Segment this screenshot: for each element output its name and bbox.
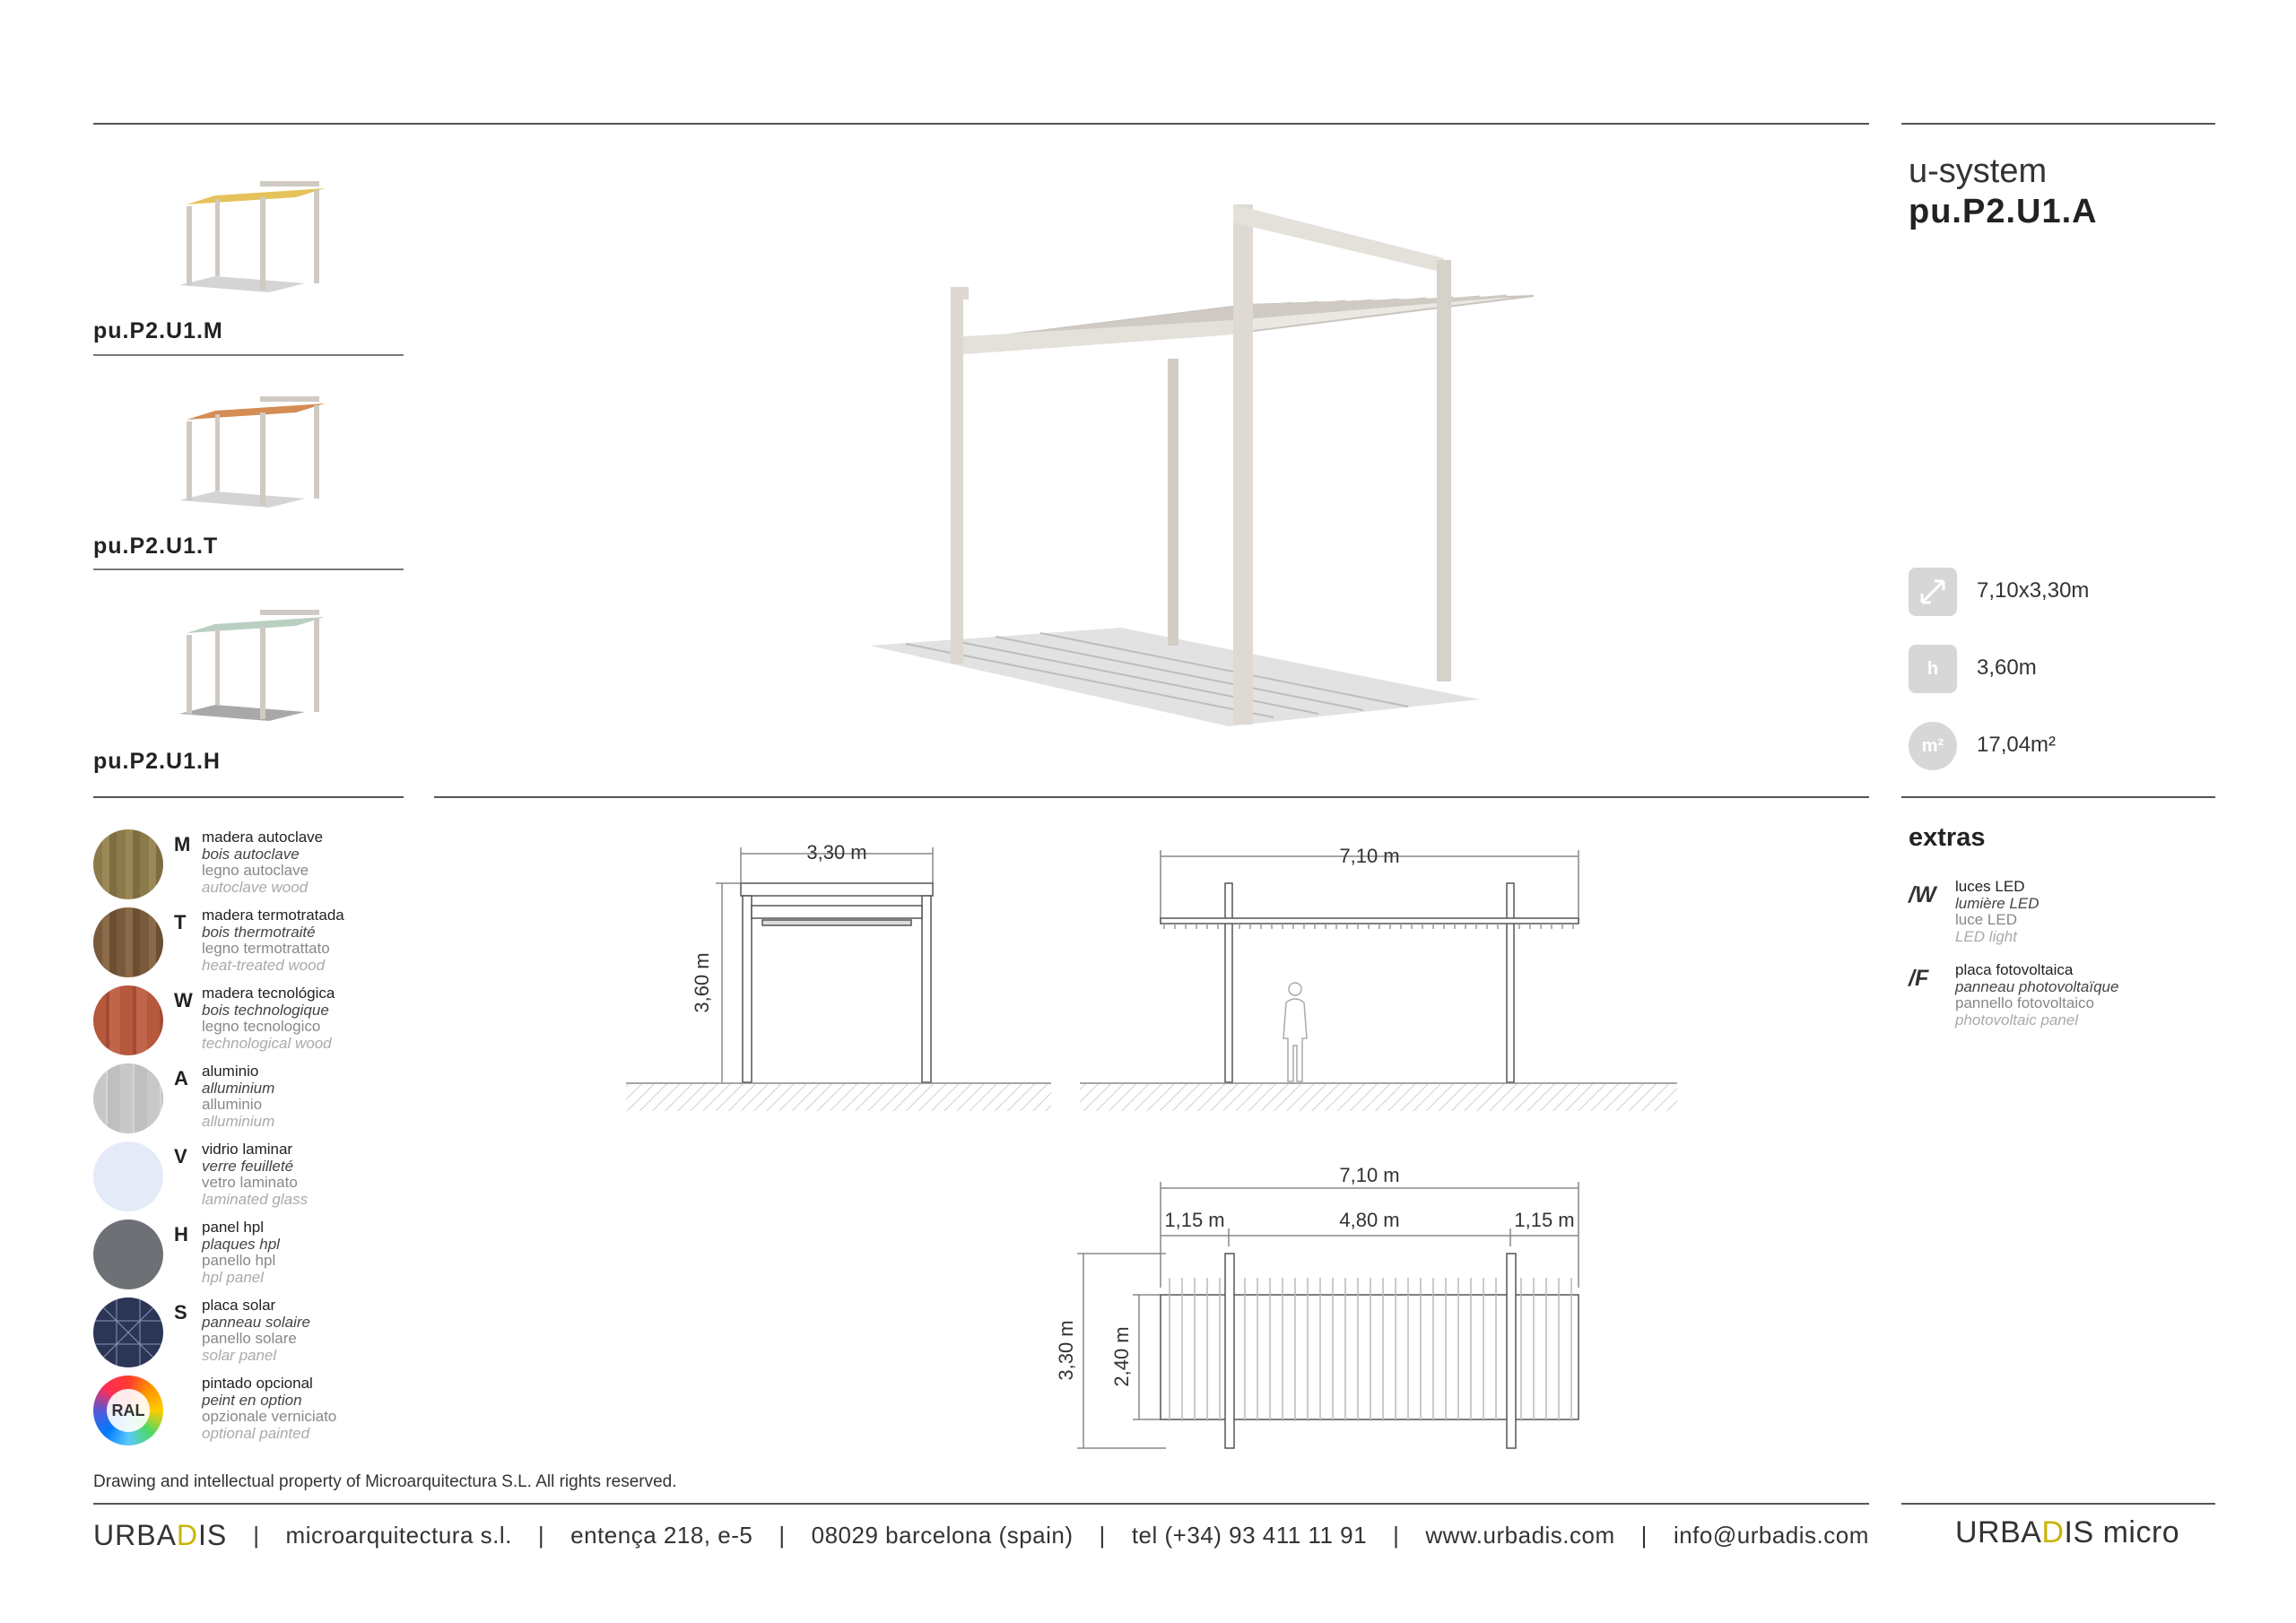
logo-part: URBA <box>93 1518 177 1551</box>
material-code: M <box>174 833 191 855</box>
material-es: madera tecnológica <box>202 985 335 1002</box>
plan-seg-mid-label: 4,80 m <box>1339 1209 1400 1231</box>
material-fr: verre feuilleté <box>202 1157 294 1175</box>
footer-sep: | <box>537 1521 545 1549</box>
plan-seg-right-label: 1,15 m <box>1514 1209 1575 1231</box>
variant-label-h[interactable]: pu.P2.U1.H <box>93 749 221 774</box>
material-es: panel hpl <box>202 1219 265 1236</box>
extra-es: luces LED <box>1955 878 2025 895</box>
material-es: madera termotratada <box>202 907 344 924</box>
extras-title: extras <box>1909 823 1986 852</box>
extra-code: /F <box>1909 966 1929 991</box>
variant-label-m[interactable]: pu.P2.U1.M <box>93 318 223 343</box>
material-it: panello hpl <box>202 1252 276 1269</box>
height-icon-label: h <box>1926 658 1939 679</box>
material-en: autoclave wood <box>202 878 309 896</box>
footer-company: microarquitectura s.l. <box>285 1521 512 1549</box>
material-code: S <box>174 1301 187 1324</box>
material-es: pintado opcional <box>202 1375 313 1392</box>
plan-seg-left-label: 1,15 m <box>1164 1209 1225 1231</box>
plan-inner-depth-label: 2,40 m <box>1110 1326 1133 1387</box>
extra-it: luce LED <box>1955 911 2017 928</box>
material-code: H <box>174 1223 188 1245</box>
material-en: solar panel <box>202 1346 277 1364</box>
material-it: panello solare <box>202 1330 297 1347</box>
footer-sep: | <box>1393 1521 1400 1549</box>
copyright-note: Drawing and intellectual property of Microarquitectura S.L. All rights reserved. <box>93 1472 677 1491</box>
extra-fr: panneau photovoltaïque <box>1955 977 2119 995</box>
extra-es: placa fotovoltaica <box>1955 961 2074 978</box>
front-height-label: 3,60 m <box>691 952 713 1013</box>
logo-part: IS <box>198 1518 228 1551</box>
material-code: A <box>174 1067 188 1089</box>
material-es: vidrio laminar <box>202 1141 293 1158</box>
extra-it: pannello fotovoltaico <box>1955 994 2095 1011</box>
bottom-rule-right <box>1901 1503 2215 1505</box>
product-family: u-system <box>1909 152 2048 190</box>
footer-phone[interactable]: tel (+34) 93 411 11 91 <box>1131 1521 1368 1549</box>
area-icon-label: m² <box>1921 735 1944 756</box>
product-code: pu.P2.U1.A <box>1909 193 2098 230</box>
extra-en: photovoltaic panel <box>1955 1011 2079 1028</box>
ral-label: RAL <box>107 1389 150 1432</box>
footer-sep: | <box>778 1521 786 1549</box>
logo-part: IS <box>2064 1515 2094 1549</box>
material-it: legno tecnologico <box>202 1018 321 1035</box>
spec-height-value: 3,60m <box>1977 655 2037 680</box>
footer <box>93 1515 1869 1555</box>
urbadis-micro-logo[interactable] <box>1955 1515 2179 1550</box>
material-it: alluminio <box>202 1096 263 1113</box>
plan-length-label: 7,10 m <box>1339 1164 1400 1186</box>
footer-email-link[interactable]: info@urbadis.com <box>1673 1521 1869 1549</box>
logo-part: URBA <box>1955 1515 2042 1549</box>
extra-fr: lumière LED <box>1955 894 2039 912</box>
material-it: opzionale verniciato <box>202 1408 337 1425</box>
urbadis-logo[interactable] <box>93 1519 227 1552</box>
material-en: laminated glass <box>202 1190 309 1208</box>
material-code: V <box>174 1145 187 1167</box>
material-es: aluminio <box>202 1063 259 1080</box>
front-width-label: 3,30 m <box>806 841 867 864</box>
footer-sep: | <box>1099 1521 1106 1549</box>
footer-address: entença 218, e-5 <box>570 1521 753 1549</box>
material-en: heat-treated wood <box>202 956 326 974</box>
material-fr: peint en option <box>202 1391 302 1409</box>
plan-view <box>1077 1182 1578 1448</box>
material-en: alluminium <box>202 1112 275 1130</box>
spec-area-value: 17,04m² <box>1977 733 2057 757</box>
material-es: placa solar <box>202 1297 276 1314</box>
footer-city: 08029 barcelona (spain) <box>811 1521 1074 1549</box>
footer-sep: | <box>1640 1521 1648 1549</box>
variant-label-t[interactable]: pu.P2.U1.T <box>93 534 219 559</box>
material-it: legno autoclave <box>202 862 309 879</box>
logo-accent: D <box>176 1518 199 1551</box>
material-fr: bois autoclave <box>202 845 300 863</box>
material-fr: plaques hpl <box>202 1235 280 1253</box>
material-code: T <box>174 911 187 933</box>
material-fr: alluminium <box>202 1079 275 1097</box>
extra-code: /W <box>1909 882 1936 907</box>
bottom-rule-left <box>93 1503 1869 1505</box>
footer-sep: | <box>253 1521 260 1549</box>
logo-micro: micro <box>2102 1515 2180 1549</box>
material-code: W <box>174 989 193 1011</box>
material-it: vetro laminato <box>202 1174 298 1191</box>
human-figure-icon <box>1283 983 1307 1081</box>
spec-dimensions-value: 7,10x3,30m <box>1977 578 2090 603</box>
material-fr: panneau solaire <box>202 1313 310 1331</box>
extra-en: LED light <box>1955 927 2017 945</box>
plan-depth-label: 3,30 m <box>1055 1320 1077 1381</box>
material-fr: bois thermotraité <box>202 923 316 941</box>
side-elevation <box>1080 850 1677 1111</box>
material-it: legno termotrattato <box>202 940 330 957</box>
logo-accent: D <box>2041 1515 2065 1549</box>
material-es: madera autoclave <box>202 829 324 846</box>
material-en: hpl panel <box>202 1268 265 1286</box>
material-en: technological wood <box>202 1034 332 1052</box>
side-length-label: 7,10 m <box>1339 845 1400 867</box>
material-en: optional painted <box>202 1424 310 1442</box>
footer-web-link[interactable]: www.urbadis.com <box>1425 1521 1615 1549</box>
material-fr: bois technologique <box>202 1001 329 1019</box>
